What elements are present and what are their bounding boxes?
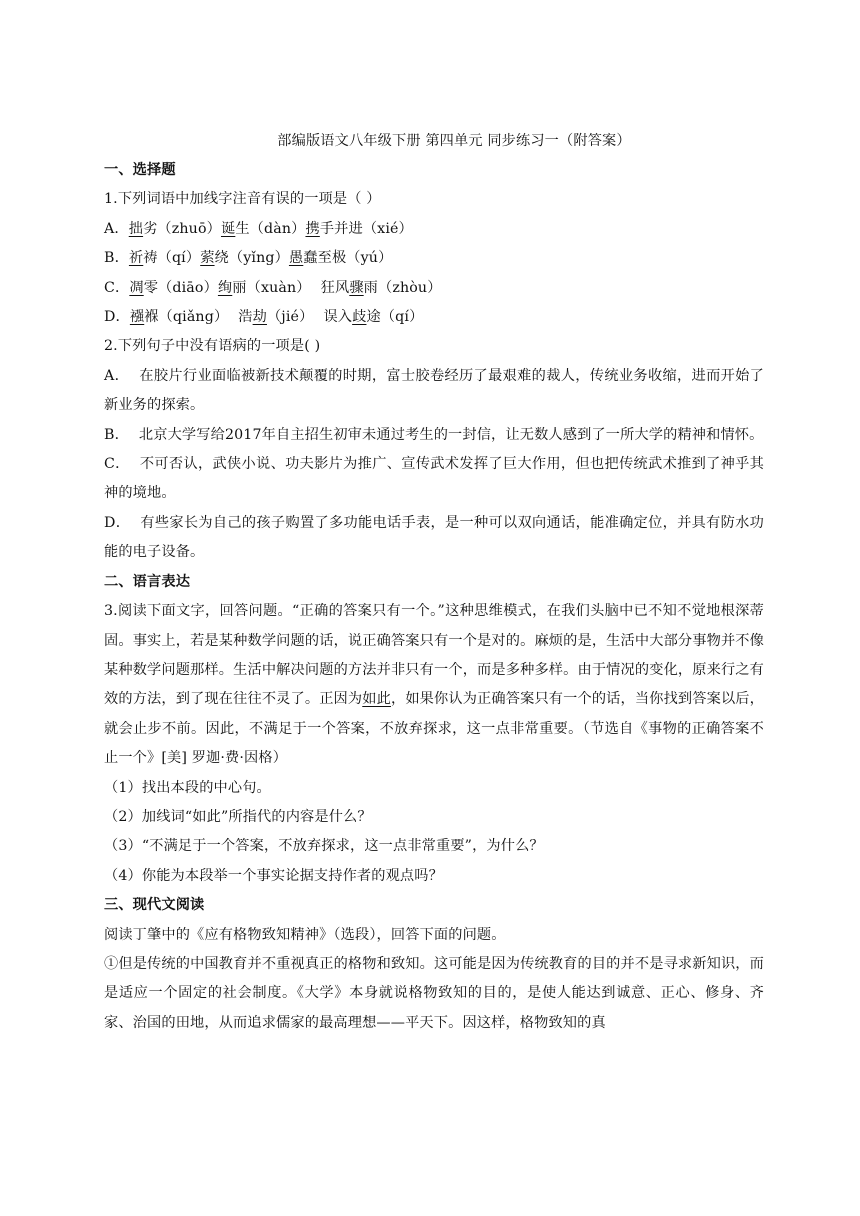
passage-text: 3.阅读下面文字，回答问题。“正确的答案只有一个。”这种思维模式，在我们头脑中已不知不觉地根深蒂固。事实上，若是某种数学问题的话，说正确答案只有一个是对的。麻烦的是，生活中大部分事物并不像某种数学问题那样。生活中解决问题的方法并非只有一个，而是多种多样。由于情况的变化，原来行之有效的方法，到了现在往往不灵了。正因为 <box>104 603 764 708</box>
option-text: 褓（qiǎng） <box>144 309 229 326</box>
underlined-char: 绚 <box>217 279 233 296</box>
option-text: 丽（xuàn） <box>232 279 311 296</box>
option-text: 雨（zhòu） <box>363 279 442 296</box>
q1-option-c <box>104 274 764 303</box>
option-text: 劣（zhuō） <box>143 220 221 237</box>
q1-option-a <box>104 215 764 244</box>
option-text: 手并进（xié） <box>319 220 413 237</box>
q2-option-a <box>104 362 764 421</box>
q3-subquestion: （2）加线词“如此”所指代的内容是什么？ <box>104 808 372 825</box>
q2-option-d <box>104 509 764 568</box>
option-label: B． <box>104 250 129 267</box>
q1-option-d <box>104 303 764 332</box>
option-label: A． <box>104 367 130 384</box>
option-text: 狂风 <box>320 279 350 296</box>
option-text: 祷（qí） <box>143 250 201 267</box>
underlined-char: 骤 <box>349 279 364 296</box>
option-text: 绕（yǐng） <box>214 250 289 267</box>
q2-option-b <box>104 421 764 450</box>
option-label: C． <box>104 279 130 296</box>
option-label: D． <box>104 514 131 531</box>
section1-heading: 一、选择题 <box>104 162 176 178</box>
option-text: 北京大学写给2017年自主招生初审未通过考生的一封信，让无数人感到了一所大学的精神和情怀。 <box>138 426 764 443</box>
underlined-char: 诞 <box>220 220 236 237</box>
q1-stem: 1.下列词语中加线字注音有误的一项是（ ） <box>104 191 381 208</box>
option-text: 不可否认，武侠小说、功夫影片为推广、宣传武术发挥了巨大作用，但也把传统武术推到了神乎其神的境地。 <box>104 456 765 502</box>
underlined-char: 萦 <box>200 250 215 267</box>
q3-subquestion: （1）找出本段的中心句。 <box>104 779 271 796</box>
q2-option-c <box>104 450 764 509</box>
option-text: 误入 <box>323 309 353 326</box>
q3-subquestion: （3）“不满足于一个答案，不放弃探求，这一点非常重要”，为什么？ <box>104 838 544 855</box>
option-text: 蠢至极（yú） <box>303 250 393 267</box>
option-label: B． <box>104 426 129 443</box>
q3-subquestion: （4）你能为本段举一个事实论据支持作者的观点吗？ <box>104 867 443 884</box>
option-text: （jié） <box>266 309 314 326</box>
option-text: 途（qí） <box>366 309 424 326</box>
underlined-char: 劫 <box>252 309 267 326</box>
underlined-char: 祈 <box>128 250 144 267</box>
underlined-char: 拙 <box>128 220 144 237</box>
option-text: 浩 <box>238 309 253 326</box>
document-page <box>104 130 764 1038</box>
option-label: C． <box>104 456 130 473</box>
underlined-char: 襁 <box>129 309 145 326</box>
underlined-char: 愚 <box>288 250 304 267</box>
section2-heading: 二、语言表达 <box>104 573 191 590</box>
document-title: 部编版语文八年级下册 第四单元 同步练习一（附答案） <box>277 133 631 149</box>
option-label: D． <box>104 309 130 326</box>
option-text: 有些家长为自己的孩子购置了多功能电话手表，是一种可以双向通话，能准确定位，并具有防水功能的电子设备。 <box>104 514 764 561</box>
reading-intro: 阅读丁肇中的《应有格物致知精神》（选段），回答下面的问题。 <box>104 926 506 943</box>
underlined-char: 凋 <box>129 279 144 296</box>
underlined-char: 歧 <box>352 309 367 326</box>
option-text: 在胶片行业面临被新技术颠覆的时期，富士胶卷经历了最艰难的裁人，传统业务收缩，进而开始了新业务的探索。 <box>104 367 765 414</box>
q1-option-b <box>104 244 764 273</box>
section3-heading: 三、现代文阅读 <box>104 897 205 914</box>
underlined-char: 携 <box>305 220 320 237</box>
q3-passage <box>104 597 764 773</box>
passage-text: ，如果你认为正确答案只有一个的话，当你找到答案以后，就会止步不前。因此，不满足于一个答案，不放弃探求，这一点非常重要。（节选自《事物的正确答案不止一个》[美] 罗迦·费·因格） <box>104 691 764 767</box>
option-text: 生（dàn） <box>235 220 306 237</box>
q2-stem: 2.下列句子中没有语病的一项是( ) <box>104 338 321 355</box>
option-label: A． <box>104 220 129 237</box>
underlined-word: 如此 <box>362 691 391 708</box>
option-text: 零（diāo） <box>143 279 218 296</box>
reading-paragraph: ①但是传统的中国教育并不重视真正的格物和致知。这可能是因为传统教育的目的并不是寻求新知识，而是适应一个固定的社会制度。《大学》本身就说格物致知的目的，是使人能达到诚意、正心、修身、齐家、治国的田地，从而追求儒家的最高理想——平天下。因这样，格物致知的真 <box>104 955 764 1031</box>
